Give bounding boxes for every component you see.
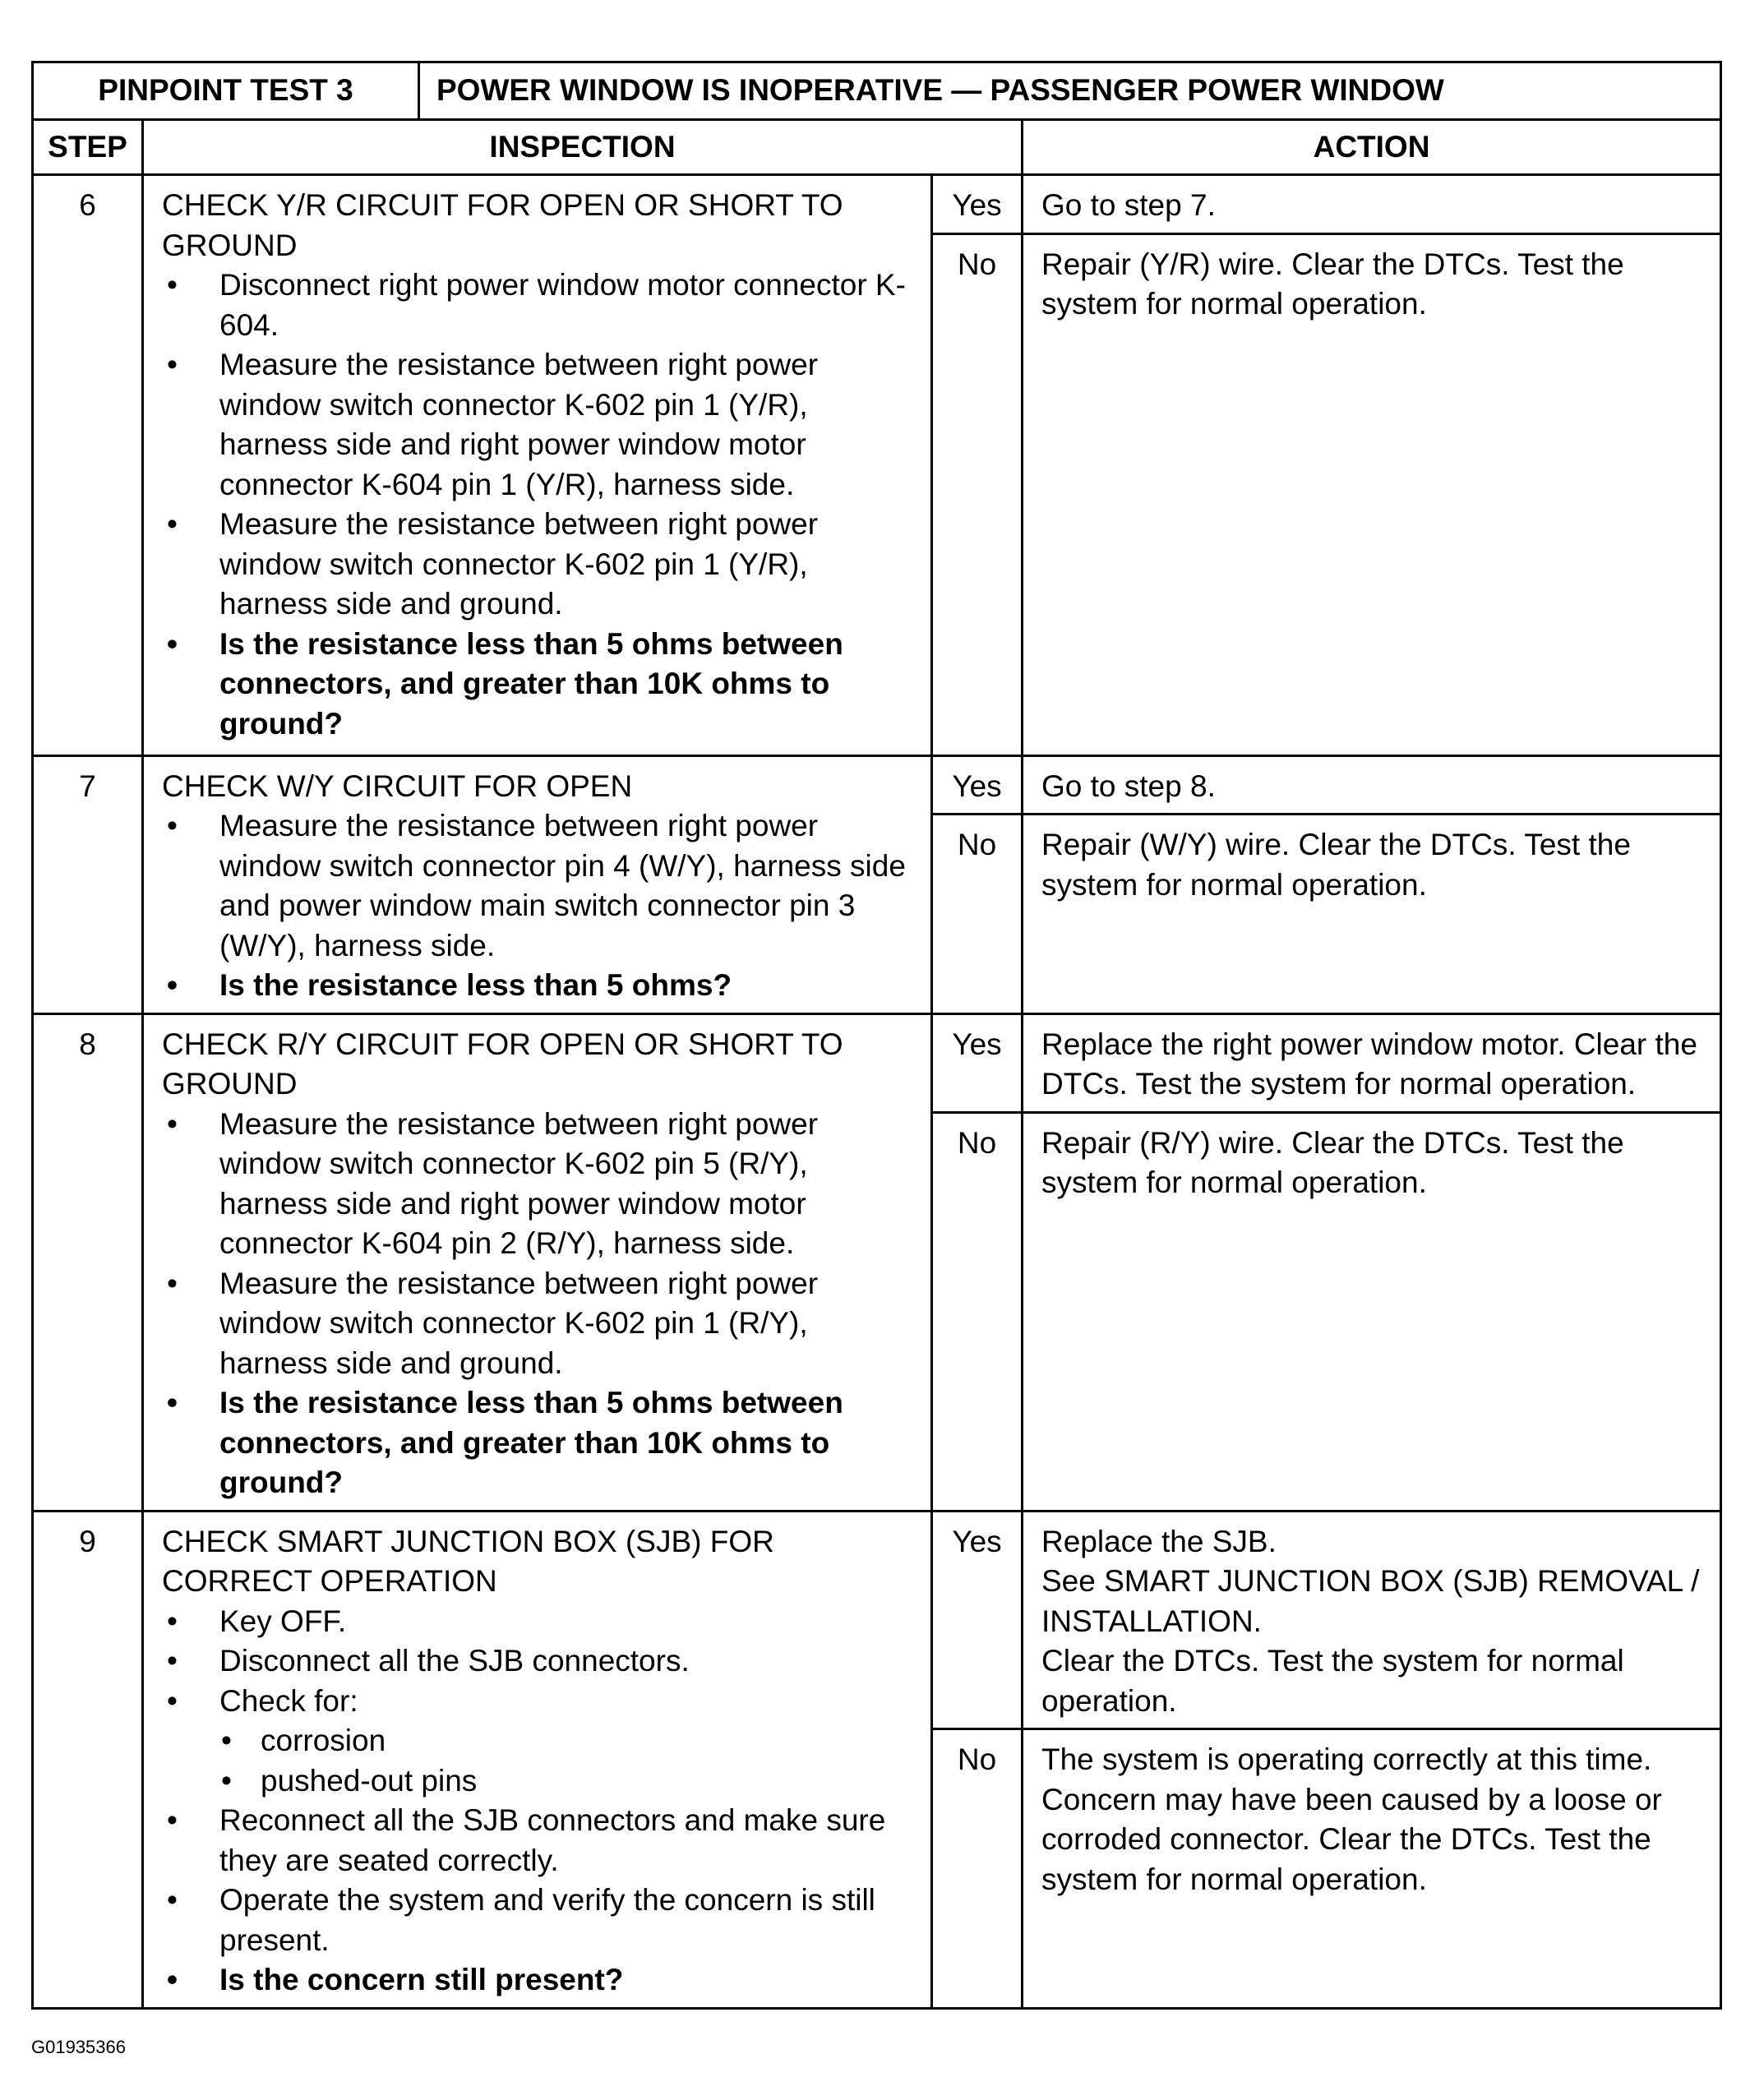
step-bullet-list	[162, 1602, 916, 2001]
action-column-header: ACTION	[1023, 120, 1721, 175]
step-6-yes-row	[33, 175, 1721, 234]
yes-action: Replace the SJB. See SMART JUNCTION BOX (SJB) REMOVAL / INSTALLATION. Clear the DTCs. Test the system for normal operation.	[1023, 1511, 1721, 1729]
pinpoint-test-table-frame	[31, 61, 1720, 2010]
step-question: • Is the resistance less than 5 ohms between connectors, and greater than 10K ohms to ground?	[162, 625, 916, 745]
no-label: No	[932, 1112, 1023, 1511]
no-action: Repair (R/Y) wire. Clear the DTCs. Test the system for normal operation.	[1023, 1112, 1721, 1511]
list-item: • Measure the resistance between right power window switch connector pin 4 (W/Y), harness side and power window main switch connector pin 3 (W/Y), harness side.	[162, 806, 916, 966]
list-item: • Measure the resistance between right power window switch connector K-602 pin 1 (Y/R), harness side and ground.	[162, 505, 916, 625]
step-title: CHECK SMART JUNCTION BOX (SJB) FOR CORRECT OPERATION	[162, 1524, 774, 1598]
no-action: Repair (Y/R) wire. Clear the DTCs. Test the system for normal operation.	[1023, 233, 1721, 755]
step-title: CHECK R/Y CIRCUIT FOR OPEN OR SHORT TO GROUND	[162, 1027, 843, 1101]
step-bullet-list	[162, 806, 916, 1006]
no-label: No	[932, 233, 1023, 755]
yes-label: Yes	[932, 1013, 1023, 1112]
list-item: • Key OFF.	[162, 1602, 916, 1642]
step-bullet-list	[162, 1105, 916, 1503]
step-7-yes-row	[33, 755, 1721, 815]
step-question: • Is the resistance less than 5 ohms between connectors, and greater than 10K ohms to ground?	[162, 1383, 916, 1503]
step-column-header: STEP	[33, 120, 143, 175]
sub-list-item: • pushed-out pins	[162, 1761, 916, 1802]
step-9-yes-row	[33, 1511, 1721, 1729]
step-title: CHECK W/Y CIRCUIT FOR OPEN	[162, 768, 633, 803]
no-label: No	[932, 1729, 1023, 2009]
yes-action: Go to step 8.	[1023, 755, 1721, 815]
list-item: • Measure the resistance between right power window switch connector K-602 pin 5 (R/Y), harness side and right power window motor connector K-604 pin 2 (R/Y), harness side.	[162, 1105, 916, 1264]
no-action: Repair (W/Y) wire. Clear the DTCs. Test the system for normal operation.	[1023, 815, 1721, 1014]
step-number: 8	[33, 1013, 143, 1511]
list-item: • Operate the system and verify the concern is still present.	[162, 1881, 916, 1960]
step-number: 9	[33, 1511, 143, 2008]
pinpoint-test-table	[31, 61, 1722, 2010]
yes-label: Yes	[932, 755, 1023, 815]
yes-label: Yes	[932, 175, 1023, 234]
step-8-yes-row	[33, 1013, 1721, 1112]
list-item: • Check for:	[162, 1682, 916, 1722]
yes-label: Yes	[932, 1511, 1023, 1729]
column-header-row	[33, 120, 1721, 175]
step-9-inspection	[143, 1511, 932, 2008]
yes-action: Go to step 7.	[1023, 175, 1721, 234]
pinpoint-test-label: PINPOINT TEST 3	[33, 62, 419, 120]
step-6-inspection	[143, 175, 932, 756]
step-8-inspection	[143, 1013, 932, 1511]
step-bullet-list	[162, 265, 916, 744]
list-item: • Measure the resistance between right power window switch connector K-602 pin 1 (Y/R), harness side and right power window motor connector K-604 pin 1 (Y/R), harness side.	[162, 345, 916, 505]
list-item: • Reconnect all the SJB connectors and make sure they are seated correctly.	[162, 1801, 916, 1881]
list-item: • Measure the resistance between right power window switch connector K-602 pin 1 (R/Y), harness side and ground.	[162, 1264, 916, 1384]
list-item: • Disconnect right power window motor connector K-604.	[162, 265, 916, 345]
pinpoint-test-title: POWER WINDOW IS INOPERATIVE — PASSENGER POWER WINDOW	[419, 62, 1721, 120]
table-title-row	[33, 62, 1721, 120]
step-number: 6	[33, 175, 143, 756]
no-action: The system is operating correctly at this time. Concern may have been caused by a loose or corroded connector. Clear the DTCs. Test the system for normal operation.	[1023, 1729, 1721, 2009]
sub-list-item: • corrosion	[162, 1721, 916, 1761]
step-question: • Is the resistance less than 5 ohms?	[162, 966, 916, 1006]
no-label: No	[932, 815, 1023, 1014]
step-number: 7	[33, 755, 143, 1013]
list-item: • Disconnect all the SJB connectors.	[162, 1641, 916, 1682]
step-title: CHECK Y/R CIRCUIT FOR OPEN OR SHORT TO GROUND	[162, 188, 843, 262]
inspection-column-header: INSPECTION	[143, 120, 1023, 175]
figure-id: G01935366	[31, 2037, 126, 2057]
yes-action: Replace the right power window motor. Clear the DTCs. Test the system for normal operation.	[1023, 1013, 1721, 1112]
step-question: • Is the concern still present?	[162, 1960, 916, 2001]
step-7-inspection	[143, 755, 932, 1013]
